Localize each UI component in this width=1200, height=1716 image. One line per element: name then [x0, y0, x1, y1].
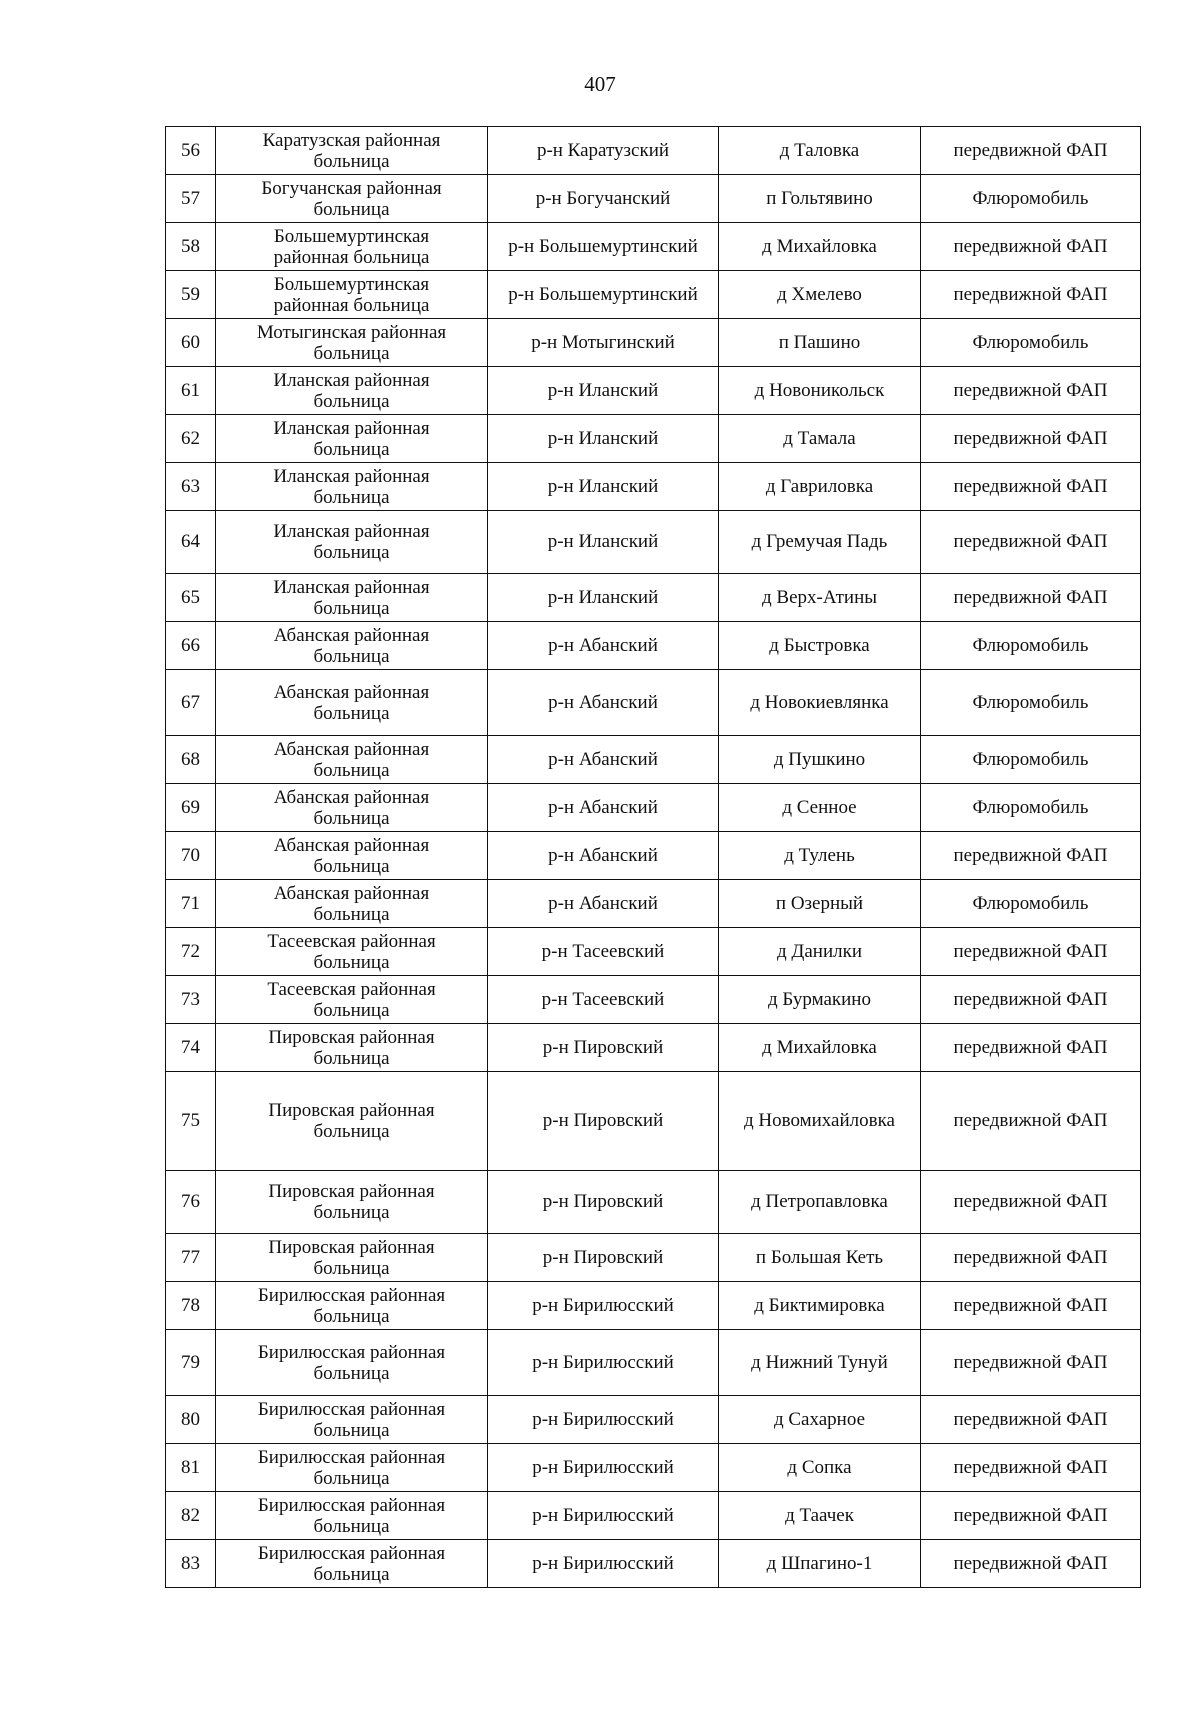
- district-cell: р-н Бирилюсский: [488, 1330, 719, 1396]
- hospital-cell: [216, 784, 488, 832]
- settlement-cell: д Данилки: [719, 928, 921, 976]
- row-number-cell: 82: [166, 1492, 216, 1540]
- table-row: [166, 622, 1141, 670]
- table-row: [166, 175, 1141, 223]
- unit-type-cell: Флюромобиль: [921, 736, 1141, 784]
- district-cell: р-н Бирилюсский: [488, 1540, 719, 1588]
- row-number-cell: 75: [166, 1072, 216, 1171]
- row-number-cell: 65: [166, 574, 216, 622]
- row-number-cell: 61: [166, 367, 216, 415]
- hospital-name-line: больница: [313, 999, 390, 1021]
- district-cell: р-н Абанский: [488, 736, 719, 784]
- hospital-name-line: Каратузская районная: [262, 129, 441, 151]
- hospital-name-line: больница: [313, 1047, 390, 1069]
- page-number: 407: [584, 72, 616, 96]
- unit-type-cell: передвижной ФАП: [921, 574, 1141, 622]
- row-number-cell: 72: [166, 928, 216, 976]
- row-number-cell: 57: [166, 175, 216, 223]
- hospital-name-line: больница: [313, 1563, 390, 1585]
- settlement-cell: д Петропавловка: [719, 1171, 921, 1234]
- unit-type-cell: Флюромобиль: [921, 175, 1141, 223]
- hospital-name-line: Иланская районная: [273, 521, 430, 542]
- district-cell: р-н Пировский: [488, 1072, 719, 1171]
- hospital-cell: [216, 574, 488, 622]
- unit-type-cell: передвижной ФАП: [921, 1540, 1141, 1588]
- hospital-cell: [216, 928, 488, 976]
- row-number-cell: 73: [166, 976, 216, 1024]
- table-row: [166, 928, 1141, 976]
- hospital-cell: [216, 880, 488, 928]
- district-cell: р-н Бирилюсский: [488, 1492, 719, 1540]
- unit-type-cell: Флюромобиль: [921, 319, 1141, 367]
- settlement-cell: д Сенное: [719, 784, 921, 832]
- hospital-name-line: больница: [313, 1515, 390, 1537]
- settlement-cell: д Сопка: [719, 1444, 921, 1492]
- hospital-name-line: больница: [313, 702, 390, 724]
- hospital-name-line: Абанская районная: [273, 882, 430, 904]
- hospital-cell: [216, 1234, 488, 1282]
- table-row: [166, 511, 1141, 574]
- hospital-name-line: больница: [313, 438, 390, 460]
- table-row: [166, 1330, 1141, 1396]
- unit-type-cell: передвижной ФАП: [921, 1444, 1141, 1492]
- hospital-name-line: Тасеевская районная: [267, 930, 436, 952]
- unit-type-cell: передвижной ФАП: [921, 1234, 1141, 1282]
- row-number-cell: 79: [166, 1330, 216, 1396]
- table-row: [166, 415, 1141, 463]
- district-cell: р-н Тасеевский: [488, 976, 719, 1024]
- district-cell: р-н Абанский: [488, 622, 719, 670]
- settlement-cell: п Большая Кеть: [719, 1234, 921, 1282]
- hospital-name-line: Иланская районная: [273, 576, 430, 598]
- hospital-name-line: больница: [313, 597, 390, 619]
- table-row: [166, 670, 1141, 736]
- hospital-name-line: Богучанская районная: [261, 177, 442, 199]
- row-number-cell: 63: [166, 463, 216, 511]
- hospital-name-line: Иланская районная: [273, 417, 430, 439]
- hospital-name-line: больница: [313, 150, 390, 172]
- row-number-cell: 67: [166, 670, 216, 736]
- table-row: [166, 1540, 1141, 1588]
- hospital-cell: [216, 1330, 488, 1396]
- district-cell: р-н Иланский: [488, 367, 719, 415]
- hospital-name-line: больница: [313, 1419, 390, 1441]
- unit-type-cell: передвижной ФАП: [921, 511, 1141, 574]
- settlement-cell: д Новомихайловка: [719, 1072, 921, 1171]
- hospital-name-line: Тасеевская районная: [267, 978, 436, 1000]
- hospital-name-line: Пировская районная: [268, 1100, 435, 1121]
- hospital-name-line: больница: [313, 1202, 390, 1223]
- hospital-name-line: Мотыгинская районная: [256, 321, 447, 343]
- table-row: [166, 784, 1141, 832]
- row-number-cell: 59: [166, 271, 216, 319]
- unit-type-cell: Флюромобиль: [921, 784, 1141, 832]
- row-number-cell: 71: [166, 880, 216, 928]
- table-row: [166, 1282, 1141, 1330]
- settlement-cell: д Гремучая Падь: [719, 511, 921, 574]
- hospital-cell: [216, 670, 488, 736]
- row-number-cell: 78: [166, 1282, 216, 1330]
- table-row: [166, 1396, 1141, 1444]
- unit-type-cell: передвижной ФАП: [921, 1072, 1141, 1171]
- hospital-name-line: Бирилюсская районная: [257, 1494, 446, 1516]
- hospital-name-line: Пировская районная: [268, 1026, 435, 1048]
- hospital-name-line: Абанская районная: [273, 681, 430, 703]
- unit-type-cell: передвижной ФАП: [921, 367, 1141, 415]
- row-number-cell: 66: [166, 622, 216, 670]
- settlement-cell: д Бурмакино: [719, 976, 921, 1024]
- hospital-name-line: Бирилюсская районная: [257, 1446, 446, 1468]
- settlement-cell: д Хмелево: [719, 271, 921, 319]
- district-cell: р-н Бирилюсский: [488, 1444, 719, 1492]
- settlement-cell: д Биктимировка: [719, 1282, 921, 1330]
- table-row: [166, 1444, 1141, 1492]
- hospital-cell: [216, 736, 488, 784]
- hospital-cell: [216, 1171, 488, 1234]
- hospital-name-line: больница: [313, 1121, 390, 1142]
- hospital-cell: [216, 175, 488, 223]
- hospital-name-line: Бирилюсская районная: [257, 1398, 446, 1420]
- table-row: [166, 271, 1141, 319]
- hospital-name-line: Абанская районная: [273, 834, 430, 856]
- unit-type-cell: Флюромобиль: [921, 880, 1141, 928]
- table-row: [166, 976, 1141, 1024]
- hospital-name-line: Абанская районная: [273, 786, 430, 808]
- district-cell: р-н Иланский: [488, 463, 719, 511]
- row-number-cell: 56: [166, 127, 216, 175]
- row-number-cell: 70: [166, 832, 216, 880]
- row-number-cell: 58: [166, 223, 216, 271]
- hospital-name-line: Большемуртинская: [273, 273, 430, 295]
- settlement-cell: д Нижний Тунуй: [719, 1330, 921, 1396]
- unit-type-cell: передвижной ФАП: [921, 1492, 1141, 1540]
- row-number-cell: 60: [166, 319, 216, 367]
- hospital-cell: [216, 223, 488, 271]
- hospital-name-line: Иланская районная: [273, 465, 430, 487]
- unit-type-cell: передвижной ФАП: [921, 1282, 1141, 1330]
- row-number-cell: 83: [166, 1540, 216, 1588]
- table-row: [166, 463, 1141, 511]
- table-row: [166, 1171, 1141, 1234]
- settlement-cell: п Озерный: [719, 880, 921, 928]
- hospital-name-line: больница: [313, 542, 390, 563]
- table-row: [166, 1024, 1141, 1072]
- hospital-cell: [216, 271, 488, 319]
- row-number-cell: 80: [166, 1396, 216, 1444]
- hospital-name-line: больница: [313, 1257, 390, 1279]
- settlement-cell: д Новокиевлянка: [719, 670, 921, 736]
- hospital-name-line: больница: [313, 903, 390, 925]
- table-row: [166, 319, 1141, 367]
- row-number-cell: 74: [166, 1024, 216, 1072]
- hospital-cell: [216, 511, 488, 574]
- hospital-name-line: больница: [313, 1362, 390, 1384]
- district-cell: р-н Иланский: [488, 574, 719, 622]
- hospital-name-line: больница: [313, 486, 390, 508]
- hospital-cell: [216, 832, 488, 880]
- hospital-cell: [216, 1492, 488, 1540]
- unit-type-cell: передвижной ФАП: [921, 976, 1141, 1024]
- row-number-cell: 76: [166, 1171, 216, 1234]
- settlement-cell: д Гавриловка: [719, 463, 921, 511]
- hospital-name-line: районная больница: [273, 246, 430, 268]
- row-number-cell: 64: [166, 511, 216, 574]
- hospital-cell: [216, 319, 488, 367]
- table-row: [166, 1234, 1141, 1282]
- hospital-name-line: больница: [313, 951, 390, 973]
- hospital-cell: [216, 976, 488, 1024]
- table-row: [166, 223, 1141, 271]
- hospital-name-line: больница: [313, 1467, 390, 1489]
- row-number-cell: 81: [166, 1444, 216, 1492]
- unit-type-cell: передвижной ФАП: [921, 1171, 1141, 1234]
- district-cell: р-н Абанский: [488, 784, 719, 832]
- settlement-cell: д Михайловка: [719, 223, 921, 271]
- unit-type-cell: передвижной ФАП: [921, 463, 1141, 511]
- settlement-cell: д Тулень: [719, 832, 921, 880]
- table-row: [166, 367, 1141, 415]
- hospital-name-line: Иланская районная: [273, 369, 430, 391]
- district-cell: р-н Пировский: [488, 1234, 719, 1282]
- table-row: [166, 574, 1141, 622]
- unit-type-cell: передвижной ФАП: [921, 271, 1141, 319]
- settlement-cell: д Сахарное: [719, 1396, 921, 1444]
- hospital-cell: [216, 415, 488, 463]
- hospital-name-line: Бирилюсская районная: [257, 1284, 446, 1306]
- hospital-name-line: Пировская районная: [268, 1236, 435, 1258]
- hospital-name-line: Пировская районная: [268, 1181, 435, 1202]
- settlement-cell: п Гольтявино: [719, 175, 921, 223]
- district-cell: р-н Большемуртинский: [488, 223, 719, 271]
- district-cell: р-н Бирилюсский: [488, 1282, 719, 1330]
- unit-type-cell: передвижной ФАП: [921, 1024, 1141, 1072]
- row-number-cell: 77: [166, 1234, 216, 1282]
- unit-type-cell: передвижной ФАП: [921, 1396, 1141, 1444]
- row-number-cell: 62: [166, 415, 216, 463]
- hospital-cell: [216, 1396, 488, 1444]
- hospital-name-line: больница: [313, 645, 390, 667]
- hospital-cell: [216, 1072, 488, 1171]
- settlement-cell: п Пашино: [719, 319, 921, 367]
- table-row: [166, 832, 1141, 880]
- hospital-name-line: больница: [313, 1305, 390, 1327]
- unit-type-cell: передвижной ФАП: [921, 127, 1141, 175]
- hospital-name-line: Бирилюсская районная: [257, 1341, 446, 1363]
- district-cell: р-н Пировский: [488, 1024, 719, 1072]
- hospital-name-line: Бирилюсская районная: [257, 1542, 446, 1564]
- hospital-name-line: больница: [313, 342, 390, 364]
- unit-type-cell: передвижной ФАП: [921, 832, 1141, 880]
- hospital-name-line: больница: [313, 198, 390, 220]
- table-row: [166, 880, 1141, 928]
- settlement-cell: д Новоникольск: [719, 367, 921, 415]
- district-cell: р-н Мотыгинский: [488, 319, 719, 367]
- district-cell: р-н Каратузский: [488, 127, 719, 175]
- district-cell: р-н Абанский: [488, 832, 719, 880]
- settlement-cell: д Таловка: [719, 127, 921, 175]
- row-number-cell: 69: [166, 784, 216, 832]
- district-cell: р-н Иланский: [488, 511, 719, 574]
- settlement-cell: д Таачек: [719, 1492, 921, 1540]
- settlement-cell: д Тамала: [719, 415, 921, 463]
- unit-type-cell: передвижной ФАП: [921, 928, 1141, 976]
- unit-type-cell: Флюромобиль: [921, 622, 1141, 670]
- unit-type-cell: передвижной ФАП: [921, 415, 1141, 463]
- registry-table: [165, 126, 1141, 1588]
- unit-type-cell: Флюромобиль: [921, 670, 1141, 736]
- hospital-name-line: районная больница: [273, 294, 430, 316]
- hospital-cell: [216, 367, 488, 415]
- hospital-cell: [216, 1540, 488, 1588]
- settlement-cell: д Пушкино: [719, 736, 921, 784]
- hospital-name-line: Большемуртинская: [273, 225, 430, 247]
- district-cell: р-н Абанский: [488, 880, 719, 928]
- hospital-name-line: больница: [313, 807, 390, 829]
- table-row: [166, 1492, 1141, 1540]
- district-cell: р-н Большемуртинский: [488, 271, 719, 319]
- row-number-cell: 68: [166, 736, 216, 784]
- district-cell: р-н Бирилюсский: [488, 1396, 719, 1444]
- hospital-name-line: больница: [313, 855, 390, 877]
- hospital-cell: [216, 1444, 488, 1492]
- district-cell: р-н Иланский: [488, 415, 719, 463]
- district-cell: р-н Богучанский: [488, 175, 719, 223]
- settlement-cell: д Шпагино-1: [719, 1540, 921, 1588]
- settlement-cell: д Верх-Атины: [719, 574, 921, 622]
- hospital-cell: [216, 463, 488, 511]
- hospital-cell: [216, 127, 488, 175]
- hospital-name-line: больница: [313, 759, 390, 781]
- hospital-name-line: Абанская районная: [273, 624, 430, 646]
- district-cell: р-н Тасеевский: [488, 928, 719, 976]
- table-row: [166, 1072, 1141, 1171]
- unit-type-cell: передвижной ФАП: [921, 1330, 1141, 1396]
- settlement-cell: д Быстровка: [719, 622, 921, 670]
- settlement-cell: д Михайловка: [719, 1024, 921, 1072]
- district-cell: р-н Абанский: [488, 670, 719, 736]
- hospital-name-line: больница: [313, 390, 390, 412]
- hospital-name-line: Абанская районная: [273, 738, 430, 760]
- table-row: [166, 127, 1141, 175]
- hospital-cell: [216, 622, 488, 670]
- table-row: [166, 736, 1141, 784]
- unit-type-cell: передвижной ФАП: [921, 223, 1141, 271]
- hospital-cell: [216, 1024, 488, 1072]
- district-cell: р-н Пировский: [488, 1171, 719, 1234]
- hospital-cell: [216, 1282, 488, 1330]
- table-body: [166, 127, 1141, 1588]
